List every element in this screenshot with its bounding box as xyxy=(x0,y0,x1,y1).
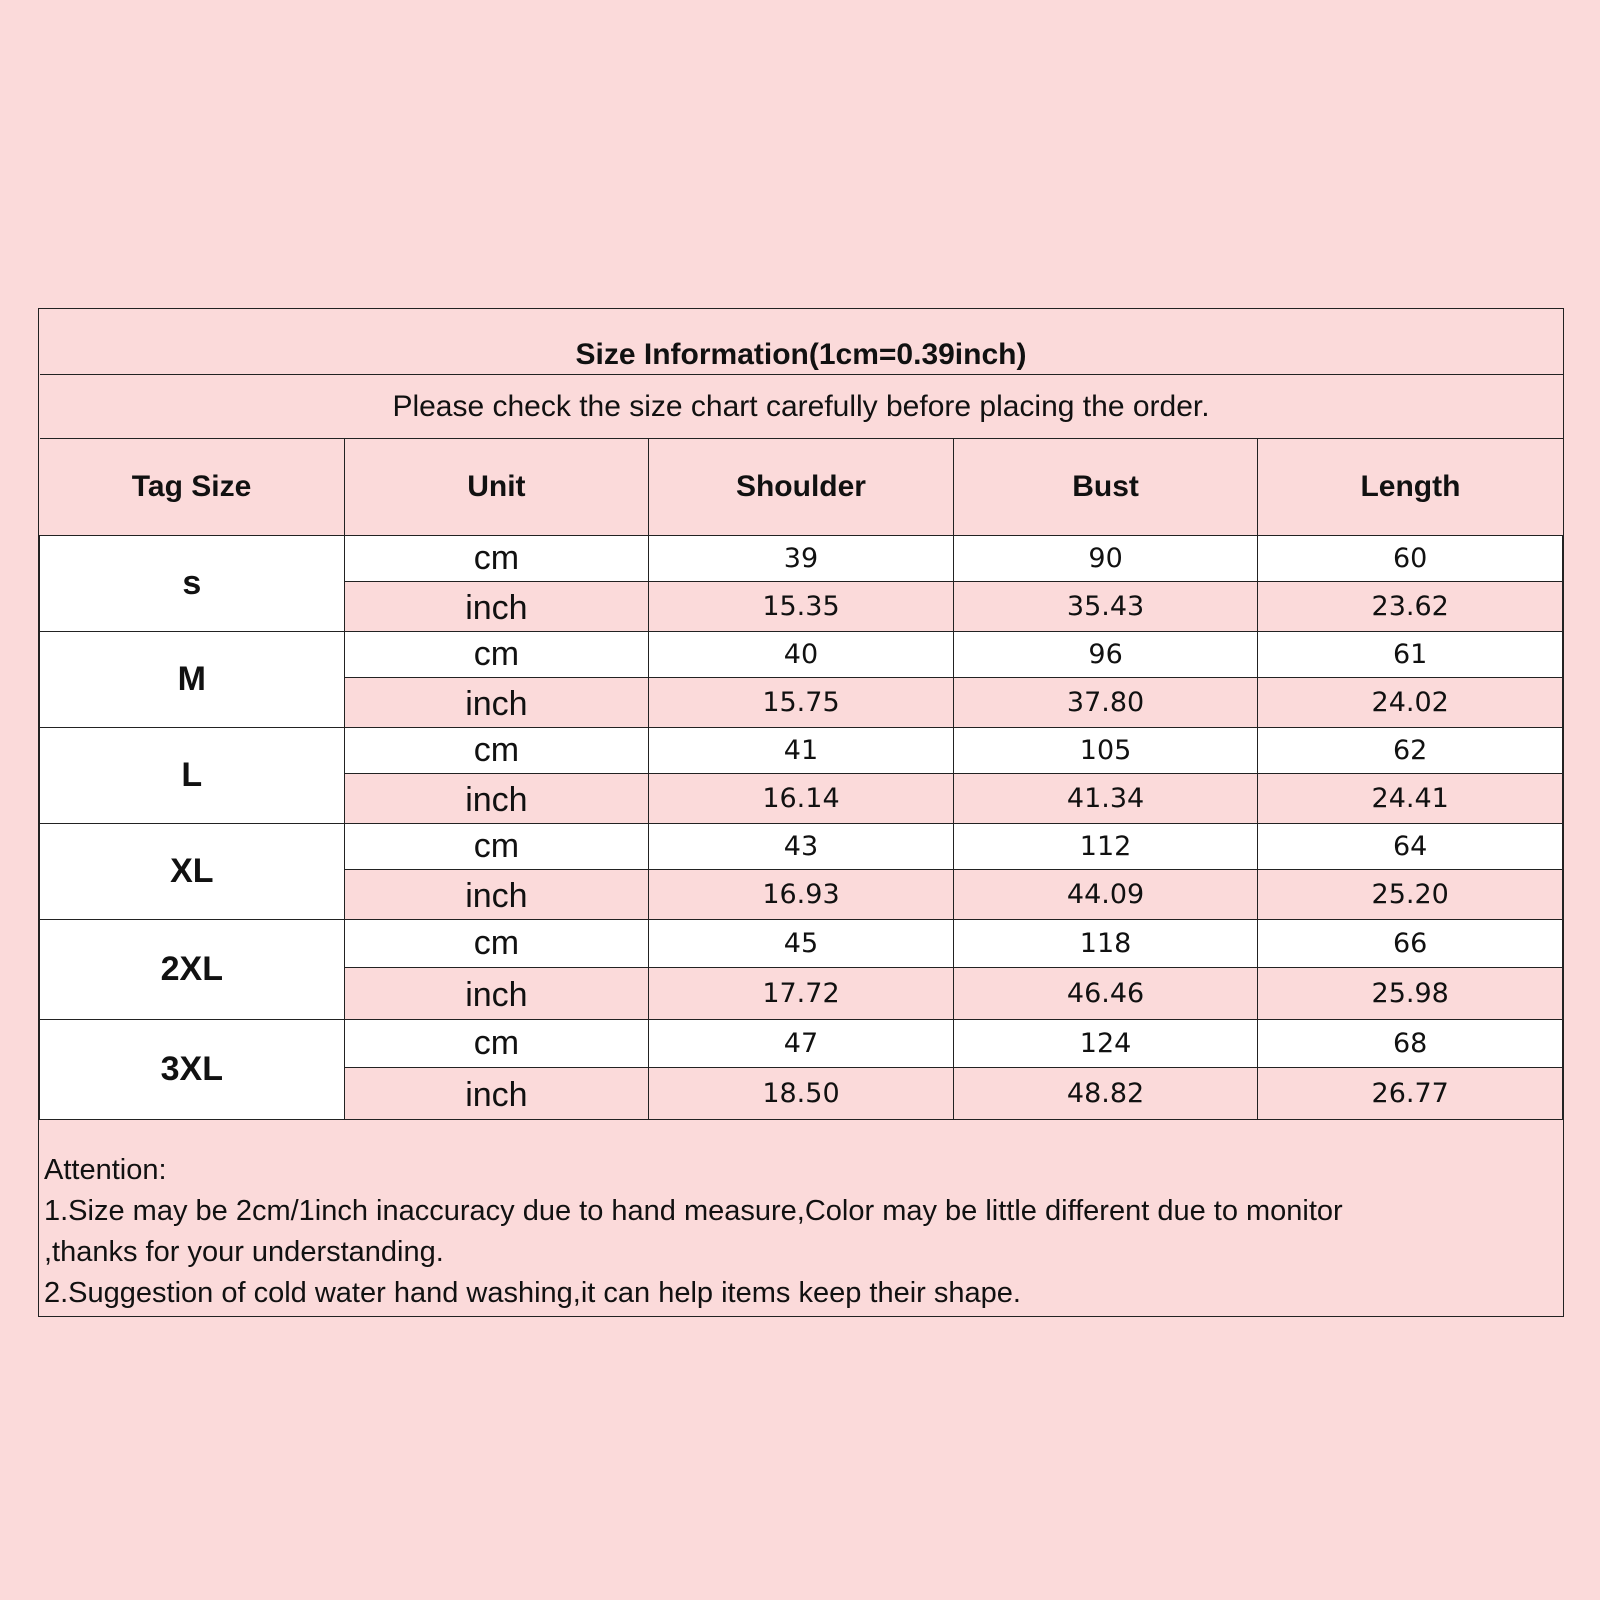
bust-cell: 96 xyxy=(953,632,1258,678)
length-cell: 24.02 xyxy=(1258,678,1563,728)
table-row xyxy=(40,728,1563,774)
bust-cell: 41.34 xyxy=(953,774,1258,824)
length-cell: 23.62 xyxy=(1258,582,1563,632)
bust-cell: 46.46 xyxy=(953,968,1258,1020)
bust-cell: 90 xyxy=(953,536,1258,582)
length-cell: 62 xyxy=(1258,728,1563,774)
shoulder-cell: 41 xyxy=(649,728,954,774)
bust-cell: 44.09 xyxy=(953,870,1258,920)
bust-cell: 118 xyxy=(953,920,1258,968)
attention-line: ,thanks for your understanding. xyxy=(44,1236,444,1268)
shoulder-cell: 18.50 xyxy=(649,1068,954,1120)
bust-cell: 37.80 xyxy=(953,678,1258,728)
table-row xyxy=(40,920,1563,968)
size-chart xyxy=(38,308,1564,1317)
shoulder-cell: 15.35 xyxy=(649,582,954,632)
unit-cell: inch xyxy=(344,870,649,920)
shoulder-cell: 16.93 xyxy=(649,870,954,920)
unit-cell: inch xyxy=(344,968,649,1020)
length-cell: 26.77 xyxy=(1258,1068,1563,1120)
unit-cell: inch xyxy=(344,774,649,824)
length-cell: 25.98 xyxy=(1258,968,1563,1020)
tag-size-cell: M xyxy=(40,632,345,728)
table-row xyxy=(40,536,1563,582)
chart-title: Size Information(1cm=0.39inch) xyxy=(40,309,1563,375)
attention-line: 1.Size may be 2cm/1inch inaccuracy due to hand measure,Color may be little different due to monitor xyxy=(44,1195,1343,1227)
unit-cell: inch xyxy=(344,1068,649,1120)
attention-line: 2.Suggestion of cold water hand washing,it can help items keep their shape. xyxy=(44,1277,1021,1309)
bust-cell: 124 xyxy=(953,1020,1258,1068)
tag-size-cell: s xyxy=(40,536,345,632)
header-tag-size: Tag Size xyxy=(40,439,345,536)
header-shoulder: Shoulder xyxy=(649,439,954,536)
shoulder-cell: 43 xyxy=(649,824,954,870)
header-bust: Bust xyxy=(953,439,1258,536)
length-cell: 60 xyxy=(1258,536,1563,582)
attention-notes xyxy=(39,1120,1563,1317)
bust-cell: 112 xyxy=(953,824,1258,870)
unit-cell: cm xyxy=(344,632,649,678)
unit-cell: cm xyxy=(344,536,649,582)
header-unit: Unit xyxy=(344,439,649,536)
unit-cell: cm xyxy=(344,1020,649,1068)
length-cell: 24.41 xyxy=(1258,774,1563,824)
length-cell: 66 xyxy=(1258,920,1563,968)
unit-cell: cm xyxy=(344,824,649,870)
length-cell: 25.20 xyxy=(1258,870,1563,920)
attention-heading: Attention: xyxy=(44,1154,167,1186)
shoulder-cell: 47 xyxy=(649,1020,954,1068)
bust-cell: 105 xyxy=(953,728,1258,774)
shoulder-cell: 15.75 xyxy=(649,678,954,728)
chart-subtitle: Please check the size chart carefully before placing the order. xyxy=(40,375,1563,439)
bust-cell: 48.82 xyxy=(953,1068,1258,1120)
unit-cell: cm xyxy=(344,920,649,968)
length-cell: 64 xyxy=(1258,824,1563,870)
table-row xyxy=(40,824,1563,870)
header-row xyxy=(40,439,1563,536)
size-table xyxy=(39,309,1563,1120)
bust-cell: 35.43 xyxy=(953,582,1258,632)
unit-cell: cm xyxy=(344,728,649,774)
tag-size-cell: L xyxy=(40,728,345,824)
table-row xyxy=(40,1020,1563,1068)
header-length: Length xyxy=(1258,439,1563,536)
shoulder-cell: 16.14 xyxy=(649,774,954,824)
length-cell: 61 xyxy=(1258,632,1563,678)
shoulder-cell: 45 xyxy=(649,920,954,968)
tag-size-cell: XL xyxy=(40,824,345,920)
unit-cell: inch xyxy=(344,582,649,632)
unit-cell: inch xyxy=(344,678,649,728)
tag-size-cell: 3XL xyxy=(40,1020,345,1120)
shoulder-cell: 39 xyxy=(649,536,954,582)
tag-size-cell: 2XL xyxy=(40,920,345,1020)
shoulder-cell: 17.72 xyxy=(649,968,954,1020)
length-cell: 68 xyxy=(1258,1020,1563,1068)
table-row xyxy=(40,632,1563,678)
shoulder-cell: 40 xyxy=(649,632,954,678)
